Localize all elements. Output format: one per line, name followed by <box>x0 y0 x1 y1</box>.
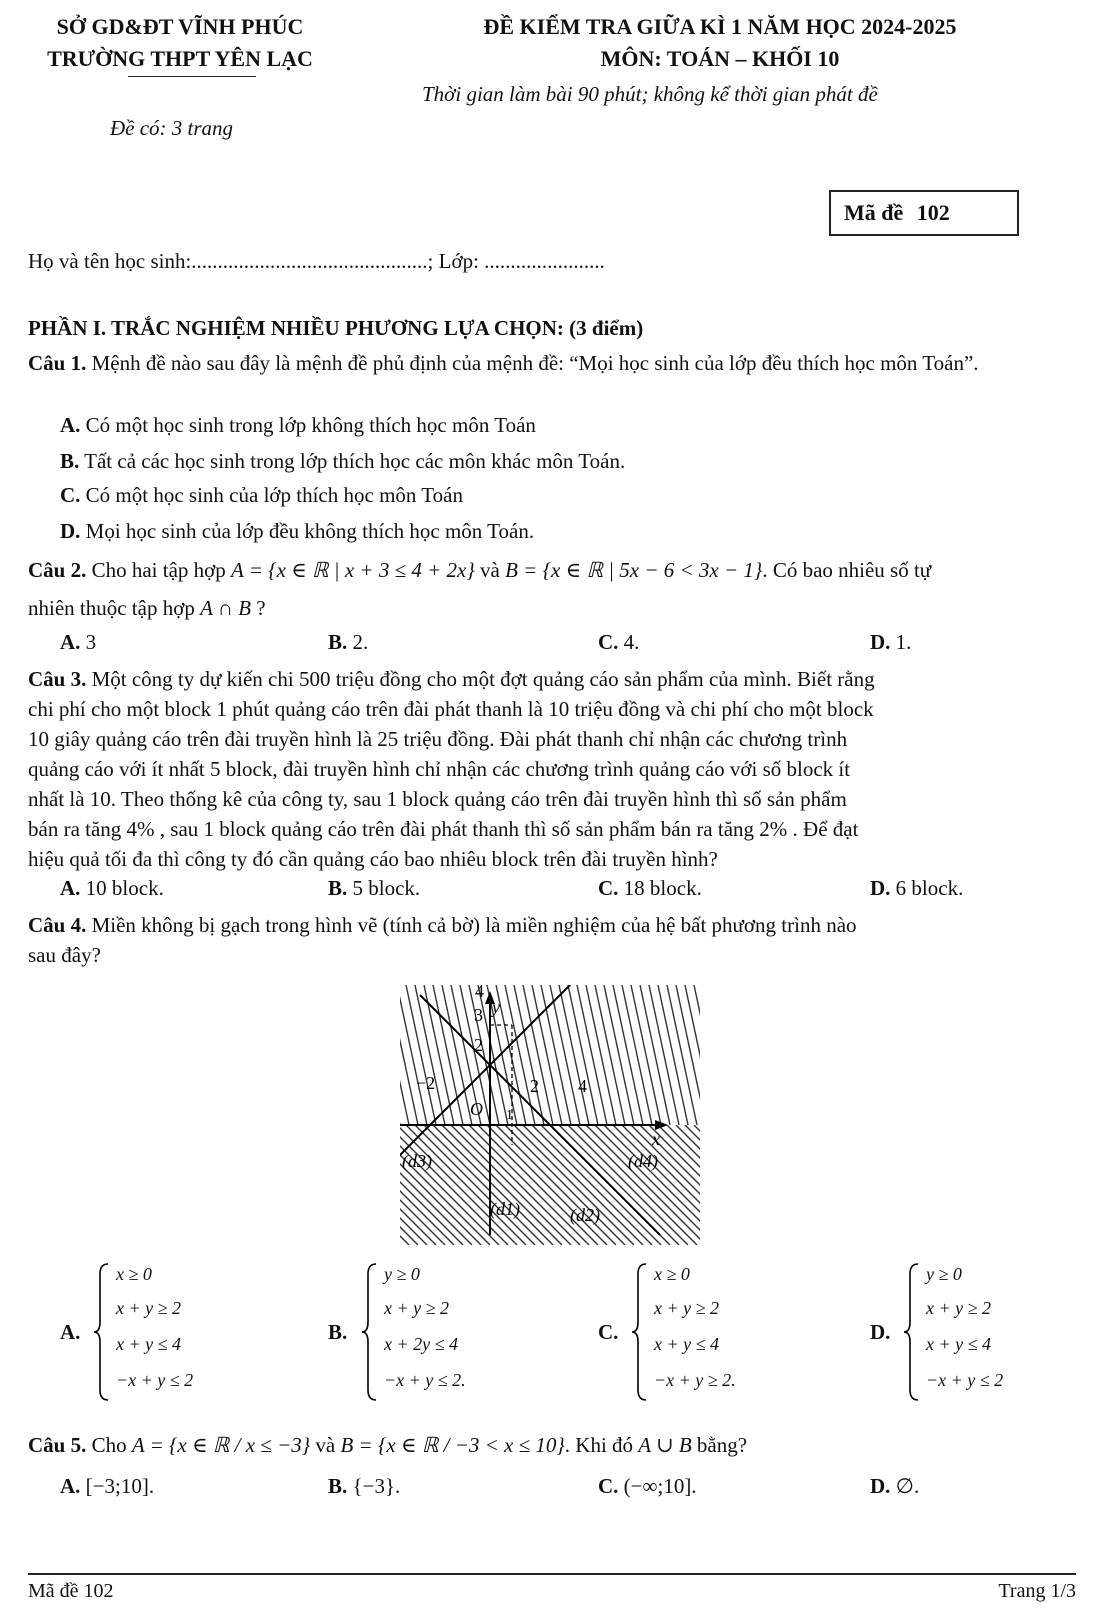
fig-label-4: 4 <box>475 985 484 1001</box>
brace-icon <box>360 1262 380 1402</box>
hatch-line <box>568 985 598 1125</box>
hatch-line <box>640 985 670 1125</box>
hatch-line <box>559 985 589 1125</box>
q4-option-b-letter: B. <box>328 1320 348 1344</box>
set-a: A = {x ∈ ℝ / x ≤ −3} <box>131 1433 311 1457</box>
hatch-line <box>604 985 634 1125</box>
hatch-line <box>532 1125 652 1245</box>
hatch-line <box>415 1125 535 1245</box>
hatch-line <box>622 985 652 1125</box>
fig-label-x2: 2 <box>530 1076 539 1096</box>
exam-code-label: Mã đề <box>844 200 904 225</box>
fig-label-d3: (d3) <box>402 1151 432 1171</box>
fig-label-d4: (d4) <box>628 1151 658 1171</box>
hatch-line <box>694 985 700 1125</box>
hatch-line <box>595 985 625 1125</box>
question-label: Câu 3. <box>28 667 87 691</box>
fig-origin: O <box>470 1099 483 1119</box>
hatch-line <box>631 985 661 1125</box>
hatch-line <box>550 985 580 1125</box>
exam-code: 102 <box>916 200 950 225</box>
hatch-line <box>541 985 571 1125</box>
hatch-line <box>577 1125 697 1245</box>
hatch-line <box>451 1125 571 1245</box>
hatch-line <box>505 1125 625 1245</box>
hatch-line <box>400 1125 427 1245</box>
q1-option-d: D. Mọi học sinh của lớp đều không thích học môn Toán. <box>60 519 535 543</box>
hatch-line <box>496 1125 616 1245</box>
brace-icon <box>92 1262 112 1402</box>
set-b: B = {x ∈ ℝ | 5x − 6 < 3x − 1} <box>505 558 763 582</box>
footer-page: Trang 1/3 <box>998 1580 1076 1602</box>
hatch-line <box>433 985 463 1125</box>
question-5: Câu 5. Cho A = {x ∈ ℝ / x ≤ −3} và B = {x ∈ ℝ / −3 < x ≤ 10}. Khi đó A ∪ B bằng? <box>28 1433 748 1457</box>
q2-option-a: A. 3 <box>60 630 97 654</box>
question-1 <box>28 348 1078 378</box>
q1-option-a: A. Có một học sinh trong lớp không thích học môn Toán <box>60 413 536 437</box>
exam-code-box <box>829 190 1019 236</box>
hatch-line <box>631 1125 700 1245</box>
hatch-line <box>568 1125 688 1245</box>
q5-option-d: D. ∅. <box>870 1474 920 1498</box>
q4-figure <box>400 985 700 1245</box>
hatch-line <box>505 985 535 1125</box>
hatch-line <box>523 1125 643 1245</box>
fig-label-d1: (d1) <box>490 1199 520 1219</box>
q3-option-d: D. 6 block. <box>870 876 964 900</box>
page-count: Đề có: 3 trang <box>110 116 234 140</box>
fig-y-label: y <box>492 997 500 1017</box>
hatch-line <box>400 1125 409 1245</box>
hatch-line <box>424 985 454 1125</box>
question-3: Câu 3. Một công ty dự kiến chi 500 triệu đồng cho một đợt quảng cáo sản phẩm của mình. Biết rằng chi phí cho một block 1 phút quảng cáo trên đài phát thanh là 10 triệu đồng và chi phí cho một block 10 giây quảng cáo trên đài truyền hình là 25 triệu đồng. Đài phát thanh chỉ nhận các chương trình quảng cáo với ít nhất 5 block, đài truyền hình chỉ nhận các chương trình quảng cáo với số block ít nhất là 10. Theo thống kê của công ty, sau 1 block quảng cáo trên đài truyền hình thì số sản phẩm bán ra tăng 4% , sau 1 block quảng cáo trên đài phát thanh thì số sản phẩm bán ra tăng 2% . Để đạt hiệu quả tối đa thì công ty đó cần quảng cáo bao nhiêu block trên đài truyền hình? <box>28 667 875 871</box>
fig-label-x4: 4 <box>578 1076 587 1096</box>
hatch-line <box>460 1125 580 1245</box>
hatch-line <box>559 1125 679 1245</box>
q4-option-c-letter: C. <box>598 1320 619 1344</box>
fig-label-3: 3 <box>474 1005 483 1025</box>
set-b: B = {x ∈ ℝ / −3 < x ≤ 10} <box>340 1433 565 1457</box>
brace-icon <box>902 1262 922 1402</box>
line-d4 <box>420 995 660 1235</box>
question-label: Câu 5. <box>28 1433 87 1457</box>
fig-label-neg2: −2 <box>416 1073 436 1093</box>
hatch-line <box>667 985 697 1125</box>
hatch-line <box>577 985 607 1125</box>
fig-label-1: 1 <box>506 1108 513 1123</box>
hatch-line <box>586 985 616 1125</box>
question-4: Câu 4. Miền không bị gạch trong hình vẽ (tính cả bờ) là miền nghiệm của hệ bất phương trình nào sau đây? <box>28 913 857 967</box>
exam-subject: MÔN: TOÁN – KHỐI 10 <box>600 46 840 71</box>
hatch-line <box>613 985 643 1125</box>
hatch-line <box>532 985 562 1125</box>
q4-option-a-letter: A. <box>60 1320 81 1344</box>
hatch-line <box>478 1125 598 1245</box>
hatch-line <box>541 1125 661 1245</box>
question-2: Câu 2. Cho hai tập hợp A = {x ∈ ℝ | x + 3 ≤ 4 + 2x} và B = {x ∈ ℝ | 5x − 6 < 3x − 1}. Có bao nhiêu số tự <box>28 558 932 582</box>
section-title: PHẦN I. TRẮC NGHIỆM NHIỀU PHƯƠNG LỰA CHỌN: (3 điểm) <box>28 316 644 340</box>
fig-label-2: 2 <box>474 1035 483 1055</box>
school-name: TRƯỜNG THPT YÊN LẠC <box>47 46 313 71</box>
hatch-line <box>667 1125 700 1245</box>
question-label: Câu 1. <box>28 351 87 375</box>
q4-option-a-system: x ≥ 0 x + y ≥ 2 x + y ≤ 4 −x + y ≤ 2 <box>92 1262 292 1402</box>
footer-code: Mã đề 102 <box>28 1580 114 1602</box>
q3-option-b: B. 5 block. <box>328 876 421 900</box>
hatch-line <box>433 1125 553 1245</box>
question-label: Câu 4. <box>28 913 87 937</box>
hatch-line <box>649 985 679 1125</box>
q2-option-c: C. 4. <box>598 630 640 654</box>
q5-option-a: A. [−3;10]. <box>60 1474 155 1498</box>
fig-x-label: x <box>652 1129 660 1149</box>
hatch-line <box>442 985 472 1125</box>
q3-option-a: A. 10 block. <box>60 876 164 900</box>
hatch-line <box>658 985 688 1125</box>
q4-option-d-system: y ≥ 0 x + y ≥ 2 x + y ≤ 4 −x + y ≤ 2 <box>902 1262 1082 1402</box>
q1-option-c: C. Có một học sinh của lớp thích học môn Toán <box>60 483 463 507</box>
student-info-line: Họ và tên học sinh:.............................................; Lớp: ....................... <box>28 249 605 273</box>
fig-label-d2: (d2) <box>570 1205 600 1225</box>
exam-time: Thời gian làm bài 90 phút; không kể thời gian phát đề <box>422 82 878 106</box>
hatch-line <box>442 1125 562 1245</box>
hatch-line <box>424 1125 544 1245</box>
q5-option-c: C. (−∞;10]. <box>598 1474 697 1498</box>
hatch-line <box>406 1125 526 1245</box>
q3-option-c: C. 18 block. <box>598 876 702 900</box>
q2-option-d: D. 1. <box>870 630 912 654</box>
school-underline <box>128 76 256 77</box>
question-2-line2: nhiên thuộc tập hợp A ∩ B ? <box>28 596 266 620</box>
exam-title: ĐỀ KIỂM TRA GIỮA KÌ 1 NĂM HỌC 2024-2025 <box>483 14 957 39</box>
set-a: A = {x ∈ ℝ | x + 3 ≤ 4 + 2x} <box>231 558 475 582</box>
q4-option-b-system: y ≥ 0 x + y ≥ 2 x + 2y ≤ 4 −x + y ≤ 2. <box>360 1262 560 1402</box>
q4-option-c-system: x ≥ 0 x + y ≥ 2 x + y ≤ 4 −x + y ≥ 2. <box>630 1262 830 1402</box>
dept-name: SỞ GD&ĐT VĨNH PHÚC <box>56 14 304 39</box>
q5-option-b: B. {−3}. <box>328 1474 401 1498</box>
brace-icon <box>630 1262 650 1402</box>
hatch-line <box>400 985 418 1125</box>
q4-option-d-letter: D. <box>870 1320 891 1344</box>
q1-option-b: B. Tất cả các học sinh trong lớp thích học các môn khác môn Toán. <box>60 449 626 473</box>
footer-divider <box>28 1573 1076 1575</box>
q2-option-b: B. 2. <box>328 630 369 654</box>
hatch-line <box>469 1125 589 1245</box>
question-label: Câu 2. <box>28 558 87 582</box>
hatch-line <box>676 985 700 1125</box>
hatch-line <box>514 1125 634 1245</box>
question-text: Mệnh đề nào sau đây là mệnh đề phủ định của mệnh đề: “Mọi học sinh của lớp đều thích học môn Toán”. <box>86 351 979 375</box>
hatch-line <box>487 1125 607 1245</box>
